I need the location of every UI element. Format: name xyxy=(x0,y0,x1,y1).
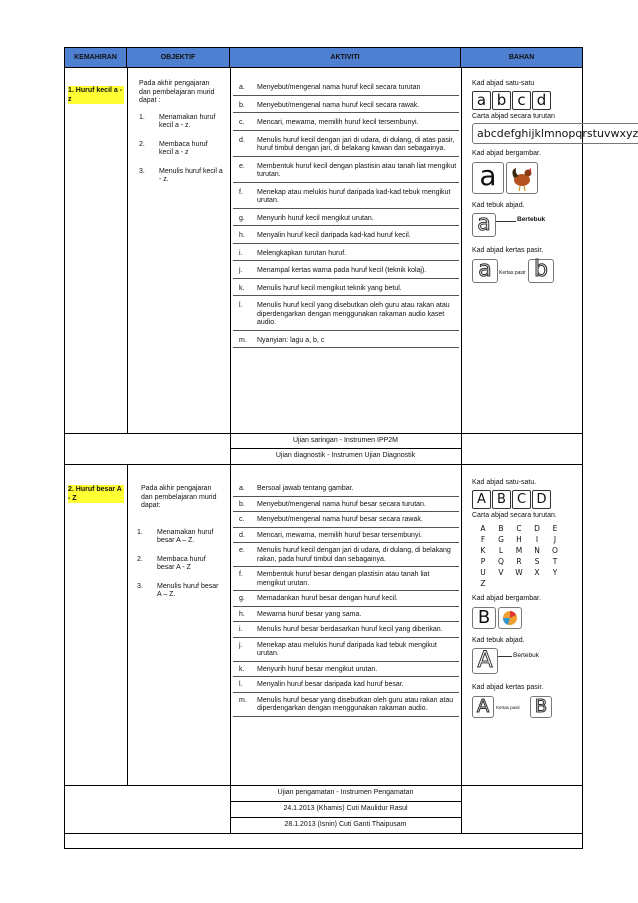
chart-letter: t xyxy=(592,127,597,140)
assessment-row: Ujian saringan - Instrumen IPP2M xyxy=(292,437,399,444)
activity-text: Melengkapkan turutan huruf. xyxy=(257,249,347,257)
activity-letter: h. xyxy=(239,610,245,618)
letter-card: d xyxy=(532,91,551,110)
callout-label: Bertebuk xyxy=(517,216,546,223)
chart-letter: a xyxy=(477,127,484,140)
objective-list xyxy=(139,114,223,185)
list-item: 1. Menamakan huruf kecil a - z. xyxy=(139,113,216,129)
activity-text: Menulis huruf kecil yang disebutkan oleh guru atau rakan atau diperdengarkan dengan menggunakan rakaman audio kaset audio. xyxy=(257,302,450,326)
letter-card: b xyxy=(492,91,511,110)
callout-label: Bertebuk xyxy=(513,652,540,659)
activity-letter: m. xyxy=(239,336,247,344)
activity-text: Memadankan huruf besar dengan huruf kecil. xyxy=(257,595,398,602)
activity-item xyxy=(233,232,459,244)
picture-card xyxy=(472,158,584,194)
activity-text: Mewarna huruf besar yang sama. xyxy=(257,610,362,618)
material-label: Kad abjad kertas pasir. xyxy=(472,247,544,254)
activity-letter: i. xyxy=(239,249,243,257)
chart-letter: s xyxy=(586,127,593,140)
activity-item xyxy=(233,189,459,209)
activity-item xyxy=(233,532,459,544)
header-bahan: BAHAN xyxy=(508,54,535,61)
chart-letter: n xyxy=(554,127,562,140)
pointer-line xyxy=(496,221,516,222)
chart-letter: v xyxy=(603,127,611,140)
materials-block xyxy=(472,479,584,720)
chart-letter: D xyxy=(534,524,540,533)
activity-item xyxy=(233,516,459,528)
chart-letter: q xyxy=(575,127,583,140)
chart-letter: j xyxy=(531,127,535,140)
activity-item xyxy=(233,697,459,717)
activity-item xyxy=(233,102,459,114)
chart-letter: U xyxy=(480,568,486,577)
letter-card: c xyxy=(512,91,531,110)
activity-item xyxy=(233,163,459,183)
activity-letter: k. xyxy=(239,665,245,673)
activity-letter: e. xyxy=(239,547,245,554)
holiday-row: 28.1.2013 (Isnin) Cuti Ganti Thaipusam xyxy=(284,821,407,828)
activity-text: Menyalin huruf besar daripada kad huruf besar. xyxy=(257,681,404,688)
activity-text: Membentuk huruf kecil dengan plastisin atau tanah liat mengikut turutan. xyxy=(257,162,457,178)
chart-letter: O xyxy=(552,546,558,555)
activity-letter: k. xyxy=(239,284,245,292)
activity-item xyxy=(233,137,459,157)
activity-item xyxy=(233,84,459,96)
chart-letter: y xyxy=(625,127,633,140)
chart-letter: L xyxy=(498,546,504,555)
chart-letter: k xyxy=(534,127,541,140)
chart-letter: X xyxy=(534,568,540,577)
activity-letter: i. xyxy=(239,626,243,633)
activity-text: Menulis huruf besar berdasarkan huruf kecil yang diberikan. xyxy=(257,626,443,633)
assessment-row: Ujian pengamatan - Instrumen Pengamatan xyxy=(277,789,414,796)
row-divider xyxy=(65,464,582,465)
list-item: 2. Membaca huruf besar A - Z xyxy=(137,555,206,571)
callout-label: Kertas pasir xyxy=(499,269,526,276)
activity-text: Nyanyian: lagu a, b, c xyxy=(257,336,325,344)
chart-letter: T xyxy=(552,557,558,566)
chart-letter: u xyxy=(596,127,604,140)
activity-letter: g. xyxy=(239,595,245,602)
objective-block xyxy=(139,80,223,195)
chart-letter: Z xyxy=(480,579,486,588)
punched-letter: A xyxy=(472,648,498,674)
row-divider xyxy=(65,833,582,834)
chart-letter: J xyxy=(553,535,557,544)
activity-letter: d. xyxy=(239,531,245,539)
chart-letter: M xyxy=(515,546,523,555)
list-item: 3. Menulis huruf kecil a - z. xyxy=(139,167,223,183)
activity-letter: f. xyxy=(239,188,243,196)
chart-letter: H xyxy=(516,535,522,544)
chart-letter: G xyxy=(498,535,504,544)
header-aktiviti: AKTIVITI xyxy=(230,48,461,67)
sandpaper-letter: A xyxy=(472,696,494,718)
sandpaper-card xyxy=(472,696,584,720)
activity-list xyxy=(233,84,459,354)
callout-label: Kertas pasir xyxy=(496,704,521,710)
activity-item xyxy=(233,681,459,693)
activity-letter: j. xyxy=(239,267,243,274)
chart-letter: I xyxy=(535,535,539,544)
material-label: Carta abjad secara turutan. xyxy=(472,511,557,519)
material-label: Kad tebuk abjad. xyxy=(472,636,525,644)
holiday-row: 24.1.2013 (Khamis) Cuti Maulidur Rasul xyxy=(283,805,408,812)
activity-item xyxy=(233,485,459,497)
alphabet-chart xyxy=(472,123,638,144)
activity-text: Menyebut/mengenal nama huruf besar secara rawak. xyxy=(257,516,423,523)
activity-letter: a. xyxy=(239,84,245,91)
activity-item xyxy=(233,267,459,279)
table-header xyxy=(65,48,582,68)
materials-block xyxy=(472,80,638,285)
chart-letter: h xyxy=(521,127,529,140)
objective-block xyxy=(137,485,223,610)
chart-letter: B xyxy=(498,524,504,533)
chart-letter: m xyxy=(543,127,555,140)
activity-text: Menampal kertas warna pada huruf kecil (teknik kolaj). xyxy=(257,267,427,274)
activity-letter: f. xyxy=(239,571,243,578)
sandpaper-letter: a xyxy=(472,259,498,283)
chart-letter: F xyxy=(480,535,486,544)
material-label: Kad tebuk abjad. xyxy=(472,201,525,209)
activity-text: Menulis huruf kecil mengikut teknik yang betul. xyxy=(257,284,402,292)
chart-letter: P xyxy=(480,557,486,566)
activity-item xyxy=(233,642,459,662)
chart-letter: d xyxy=(496,127,504,140)
letter-card: C xyxy=(512,490,531,509)
activity-text: Menulis huruf besar yang disebutkan oleh guru atau rakan atau diperdengarkan dengan menggunakan rakaman audio. xyxy=(257,696,454,712)
material-label: Kad abjad bergambar. xyxy=(472,150,541,157)
letter-card: B xyxy=(492,490,511,509)
activity-letter: d. xyxy=(239,136,245,144)
row-divider xyxy=(461,433,462,464)
chart-letter: N xyxy=(534,546,540,555)
chart-letter: K xyxy=(480,546,486,555)
chart-letter: E xyxy=(552,524,558,533)
chart-letter: z xyxy=(632,127,638,140)
letter-card: A xyxy=(472,490,491,509)
picture-card xyxy=(472,607,584,629)
activity-text: Menulis huruf kecil dengan jari di udara, di dulang, di belakang rakan, pada huruf timbul dan sebagainya. xyxy=(257,547,451,563)
chart-letter: W xyxy=(515,568,523,577)
activity-list xyxy=(233,485,459,721)
objective-intro: Pada akhir pengajaran dan pembelajaran murid dapat : xyxy=(139,80,215,104)
chart-letter: g xyxy=(514,127,522,140)
activity-text: Menekap atau melukis huruf daripada kad-kad tebuk mengikut urutan. xyxy=(257,188,451,204)
chart-letter: V xyxy=(498,568,504,577)
activity-item xyxy=(233,285,459,297)
activity-letter: l. xyxy=(239,681,243,688)
alphabet-chart xyxy=(472,522,584,590)
activity-text: Mencari, mewarna, memilih huruf kecil tersembunyi. xyxy=(257,119,419,126)
material-label: Kad abjad bergambar. xyxy=(472,595,541,602)
chart-letter: e xyxy=(503,127,511,140)
activity-text: Mencari, mewarna, memilih huruf besar tersembunyi. xyxy=(257,531,422,539)
chart-letter: x xyxy=(619,127,626,140)
activity-letter: j. xyxy=(239,641,243,649)
skill-label: 2. Huruf besar A - Z xyxy=(68,485,124,503)
chart-letter: R xyxy=(516,557,522,566)
activity-letter: m. xyxy=(239,696,247,704)
chart-letter: A xyxy=(480,524,486,533)
letter-cards xyxy=(472,91,584,109)
material-label: Carta abjad secara turutan xyxy=(472,112,555,120)
chart-letter: Y xyxy=(552,568,558,577)
activity-item xyxy=(233,302,459,331)
objective-intro: Pada akhir pengajaran dan pembelajaran murid dapat: xyxy=(141,485,217,509)
activity-text: Menyebut/mengenal nama huruf besar secara turutan. xyxy=(257,500,426,508)
activity-item xyxy=(233,611,459,623)
activity-letter: h. xyxy=(239,232,245,239)
chart-letter: i xyxy=(528,127,532,140)
letter-card: a xyxy=(472,91,491,110)
chart-letter: C xyxy=(516,524,522,533)
chart-letter: b xyxy=(483,127,491,140)
activity-text: Menulis huruf kecil dengan jari di udara, di dulang, di atas pasir, huruf timbul dengan jari, di belakang kawan dan sebagainya. xyxy=(257,136,455,152)
activity-text: Menyurih huruf besar mengikut urutan. xyxy=(257,665,378,673)
col-divider xyxy=(230,464,231,785)
rooster-icon xyxy=(506,162,538,194)
chart-letter: S xyxy=(534,557,540,566)
activity-item xyxy=(233,666,459,678)
col-divider xyxy=(230,67,231,433)
material-label: Kad abjad satu-satu. xyxy=(472,479,537,486)
activity-item xyxy=(233,337,459,349)
punched-card xyxy=(472,213,584,239)
skill-label: 1. Huruf kecil a - z xyxy=(68,87,123,103)
material-label: Kad abjad kertas pasir. xyxy=(472,684,544,691)
letter-a-card: a xyxy=(472,162,504,194)
activity-text: Menekap atau melukis huruf daripada kad tebuk mengikut urutan. xyxy=(257,641,437,657)
chart-letter: r xyxy=(582,127,587,140)
sandpaper-letter: B xyxy=(530,696,552,718)
sandpaper-card xyxy=(472,256,584,285)
syllabus-table xyxy=(64,47,638,849)
chart-letter: Q xyxy=(498,557,504,566)
activity-letter: b. xyxy=(239,101,245,109)
letter-b-card: B xyxy=(472,607,496,629)
activity-text: Membentuk huruf besar dengan plastisin atau tanah liat mengikut urutan. xyxy=(257,571,430,587)
header-objektif: OBJEKTIF xyxy=(127,48,230,67)
chart-letter: w xyxy=(610,127,620,140)
activity-letter: e. xyxy=(239,162,245,170)
activity-letter: a. xyxy=(239,485,245,492)
activity-letter: b. xyxy=(239,500,245,508)
col-divider xyxy=(127,464,128,785)
list-item: 2. Membaca huruf kecil a - z xyxy=(139,140,208,156)
activity-item xyxy=(233,501,459,513)
chart-letter: l xyxy=(540,127,544,140)
activity-text: Menyebut/mengenal nama huruf kecil secara turutan xyxy=(257,84,421,91)
activity-item xyxy=(233,547,459,567)
letter-card: D xyxy=(532,490,551,509)
list-item: 3. Menulis huruf besar A – Z. xyxy=(137,582,219,598)
activity-letter: g. xyxy=(239,214,245,222)
activity-letter: c. xyxy=(239,119,245,126)
activity-item xyxy=(233,119,459,131)
chart-letter: c xyxy=(490,127,497,140)
assessment-row: Ujian diagnostik - Instrumen Ujian Diagnostik xyxy=(275,452,416,459)
list-item: 1. Menamakan huruf besar A – Z. xyxy=(137,528,214,544)
activity-text: Bersoal jawab tentang gambar. xyxy=(257,485,354,492)
objective-list xyxy=(137,529,223,600)
activity-letter: l. xyxy=(239,302,243,309)
col-divider xyxy=(461,67,462,433)
activity-item xyxy=(233,571,459,591)
pointer-line xyxy=(498,656,512,657)
activity-item xyxy=(233,215,459,227)
activity-item xyxy=(233,250,459,262)
chart-letter: o xyxy=(561,127,569,140)
ball-icon xyxy=(498,607,522,629)
letter-cards xyxy=(472,490,584,508)
col-divider xyxy=(461,464,462,785)
activity-item xyxy=(233,595,459,607)
header-kemahiran: KEMAHIRAN xyxy=(65,48,127,67)
chart-letter: f xyxy=(510,127,515,140)
activity-text: Menyebut/mengenal nama huruf kecil secara rawak. xyxy=(257,101,420,109)
punched-letter: a xyxy=(472,213,496,237)
activity-letter: c. xyxy=(239,516,245,523)
row-divider xyxy=(461,785,462,833)
activity-item xyxy=(233,626,459,638)
activity-text: Menyalin huruf kecil daripada kad-kad huruf kecil. xyxy=(257,232,411,239)
sandpaper-letter: b xyxy=(528,259,554,283)
punched-card xyxy=(472,648,584,676)
chart-letter: p xyxy=(568,127,576,140)
material-label: Kad abjad satu-satu xyxy=(472,80,535,87)
activity-text: Menyurih huruf kecil mengikut urutan. xyxy=(257,214,374,222)
col-divider xyxy=(127,67,128,433)
